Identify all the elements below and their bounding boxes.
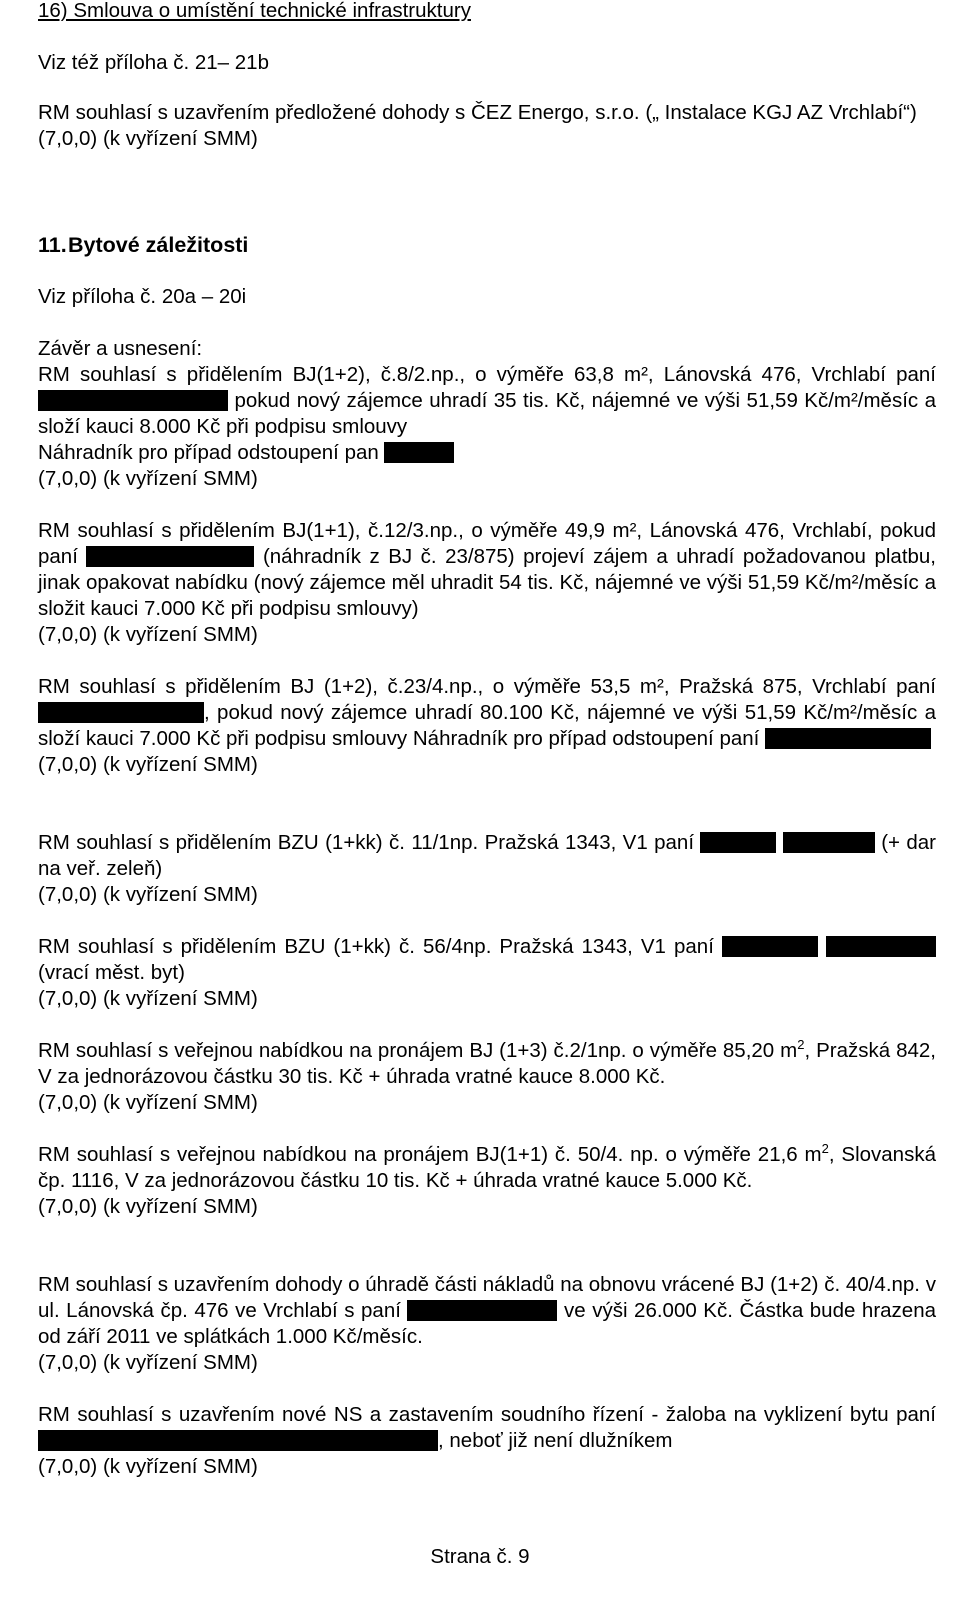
resolution-9-vote: (7,0,0) (k vyřízení SMM) bbox=[38, 1455, 258, 1478]
resolution-1-vote: (7,0,0) (k vyřízení SMM) bbox=[38, 467, 258, 490]
page-number: Strana č. 9 bbox=[430, 1545, 530, 1568]
resolution-1-text-a: RM souhlasí s přidělením BJ(1+2), č.8/2.np., o výměře 63,8 m², Lánovská 476, Vrchlabí paní bbox=[38, 363, 936, 386]
resolution-1-text-b: pokud nový zájemce uhradí 35 tis. Kč, nájemné ve výši 51,59 Kč/m²/měsíc a složí kauci 8.000 Kč při podpisu smlouvy bbox=[38, 389, 936, 438]
resolution-3-text-b: , pokud nový zájemce uhradí 80.100 Kč, nájemné ve výši 51,59 Kč/m²/měsíc a složí kauci 7.000 Kč při podpisu smlouvy Náhradník pro případ odstoupení paní bbox=[38, 701, 936, 750]
resolution-8 bbox=[38, 1272, 936, 1376]
resolution-7-vote: (7,0,0) (k vyřízení SMM) bbox=[38, 1195, 258, 1218]
superscript: 2 bbox=[821, 1141, 829, 1157]
section-16-vote: (7,0,0) (k vyřízení SMM) bbox=[38, 127, 258, 150]
resolution-6-vote: (7,0,0) (k vyřízení SMM) bbox=[38, 1091, 258, 1114]
redaction-block bbox=[722, 936, 818, 957]
resolution-7-text-a: RM souhlasí s veřejnou nabídkou na pronájem BJ(1+1) č. 50/4. np. o výměře 21,6 m bbox=[38, 1143, 822, 1166]
resolution-8-text-a: RM souhlasí s uzavřením dohody o úhradě části nákladů na obnovu vrácené BJ (1+2) č. 40/4.np. v ul. Lánovská čp. 476 ve Vrchlabí s paní bbox=[38, 1273, 936, 1322]
resolution-1-substitute: Náhradník pro případ odstoupení pan bbox=[38, 441, 379, 464]
resolution-7 bbox=[38, 1142, 936, 1220]
section-11-see-also-block bbox=[38, 284, 936, 310]
redaction-block bbox=[38, 1430, 438, 1451]
resolution-5-text-a: RM souhlasí s přidělením BZU (1+kk) č. 56/4np. Pražská 1343, V1 paní bbox=[38, 935, 714, 958]
resolution-9-text-a: RM souhlasí s uzavřením nové NS a zastavením soudního řízení - žaloba na vyklizení bytu paní bbox=[38, 1403, 936, 1426]
resolution-2-text-a: RM souhlasí s přidělením BJ(1+1), č.12/3.np., o výměře 49,9 m², Lánovská 476, Vrchlabí, pokud paní bbox=[38, 519, 936, 568]
resolution-2 bbox=[38, 518, 936, 648]
resolution-2-text-b: (náhradník z BJ č. 23/875) projeví zájem a uhradí požadovanou platbu, jinak opakovat nabídku (nový zájemce měl uhradit 54 tis. Kč, nájemné ve výši 51,59 Kč/m²/měsíc a složit kauci 7.000 Kč při podpisu smlouvy) bbox=[38, 545, 937, 620]
resolution-6-text-b: , Pražská 842, V za jednorázovou částku 30 tis. Kč + úhrada vratné kauce 8.000 Kč. bbox=[38, 1039, 936, 1088]
resolution-5-vote: (7,0,0) (k vyřízení SMM) bbox=[38, 987, 258, 1010]
redaction-block bbox=[700, 832, 776, 853]
resolution-8-vote: (7,0,0) (k vyřízení SMM) bbox=[38, 1351, 258, 1374]
section-11-number: 11. bbox=[38, 233, 67, 257]
section-11-see-also: Viz příloha č. 20a – 20i bbox=[38, 285, 247, 308]
section-16-see-also-block bbox=[38, 50, 936, 76]
section-16-heading: 16) Smlouva o umístění technické infrastruktury bbox=[38, 0, 471, 22]
page-footer bbox=[0, 1544, 960, 1570]
redaction-block bbox=[86, 546, 254, 567]
resolution-3 bbox=[38, 674, 936, 778]
redaction-block bbox=[38, 702, 204, 723]
redaction-block bbox=[783, 832, 875, 853]
resolution-3-text-a: RM souhlasí s přidělením BJ (1+2), č.23/4.np., o výměře 53,5 m², Pražská 875, Vrchlabí paní bbox=[38, 675, 936, 698]
resolution-7-text-b: , Slovanská čp. 1116, V za jednorázovou částku 10 tis. Kč + úhrada vratné kauce 5.000 Kč. bbox=[38, 1143, 936, 1192]
redaction-block bbox=[384, 442, 454, 463]
resolution-9-text-b: , neboť již není dlužníkem bbox=[438, 1429, 673, 1452]
redaction-block bbox=[38, 390, 228, 411]
resolution-2-vote: (7,0,0) (k vyřízení SMM) bbox=[38, 623, 258, 646]
resolution-8-text-b: ve výši 26.000 Kč. Částka bude hrazena od září 2011 ve splátkách 1.000 Kč/měsíc. bbox=[38, 1299, 936, 1348]
section-16 bbox=[38, 0, 936, 24]
redaction-block bbox=[826, 936, 936, 957]
resolution-6 bbox=[38, 1038, 936, 1116]
section-16-see-also: Viz též příloha č. 21– 21b bbox=[38, 51, 269, 74]
resolution-1 bbox=[38, 362, 936, 492]
section-11-conclusion-block bbox=[38, 336, 936, 362]
section-11-conclusion: Závěr a usnesení: bbox=[38, 337, 203, 360]
resolution-6-text-a: RM souhlasí s veřejnou nabídkou na pronájem BJ (1+3) č.2/1np. o výměře 85,20 m bbox=[38, 1039, 798, 1062]
resolution-5-text-b: (vrací měst. byt) bbox=[38, 961, 185, 984]
resolution-4-text-a: RM souhlasí s přidělením BZU (1+kk) č. 11/1np. Pražská 1343, V1 paní bbox=[38, 831, 695, 854]
resolution-4-vote: (7,0,0) (k vyřízení SMM) bbox=[38, 883, 258, 906]
redaction-block bbox=[407, 1300, 557, 1321]
section-11-title: Bytové záležitosti bbox=[68, 233, 249, 257]
resolution-3-vote: (7,0,0) (k vyřízení SMM) bbox=[38, 753, 258, 776]
section-16-text: RM souhlasí s uzavřením předložené dohody s ČEZ Energo, s.r.o. („ Instalace KGJ AZ Vrchlabí“) bbox=[38, 101, 917, 124]
resolution-4 bbox=[38, 830, 936, 908]
resolution-5 bbox=[38, 934, 936, 1012]
redaction-block bbox=[765, 728, 931, 749]
section-11-heading bbox=[38, 232, 936, 258]
section-16-resolution bbox=[38, 100, 936, 152]
resolution-9 bbox=[38, 1402, 936, 1480]
resolution-4-text-b: (+ dar na veř. zeleň) bbox=[38, 831, 937, 880]
superscript: 2 bbox=[797, 1037, 805, 1053]
